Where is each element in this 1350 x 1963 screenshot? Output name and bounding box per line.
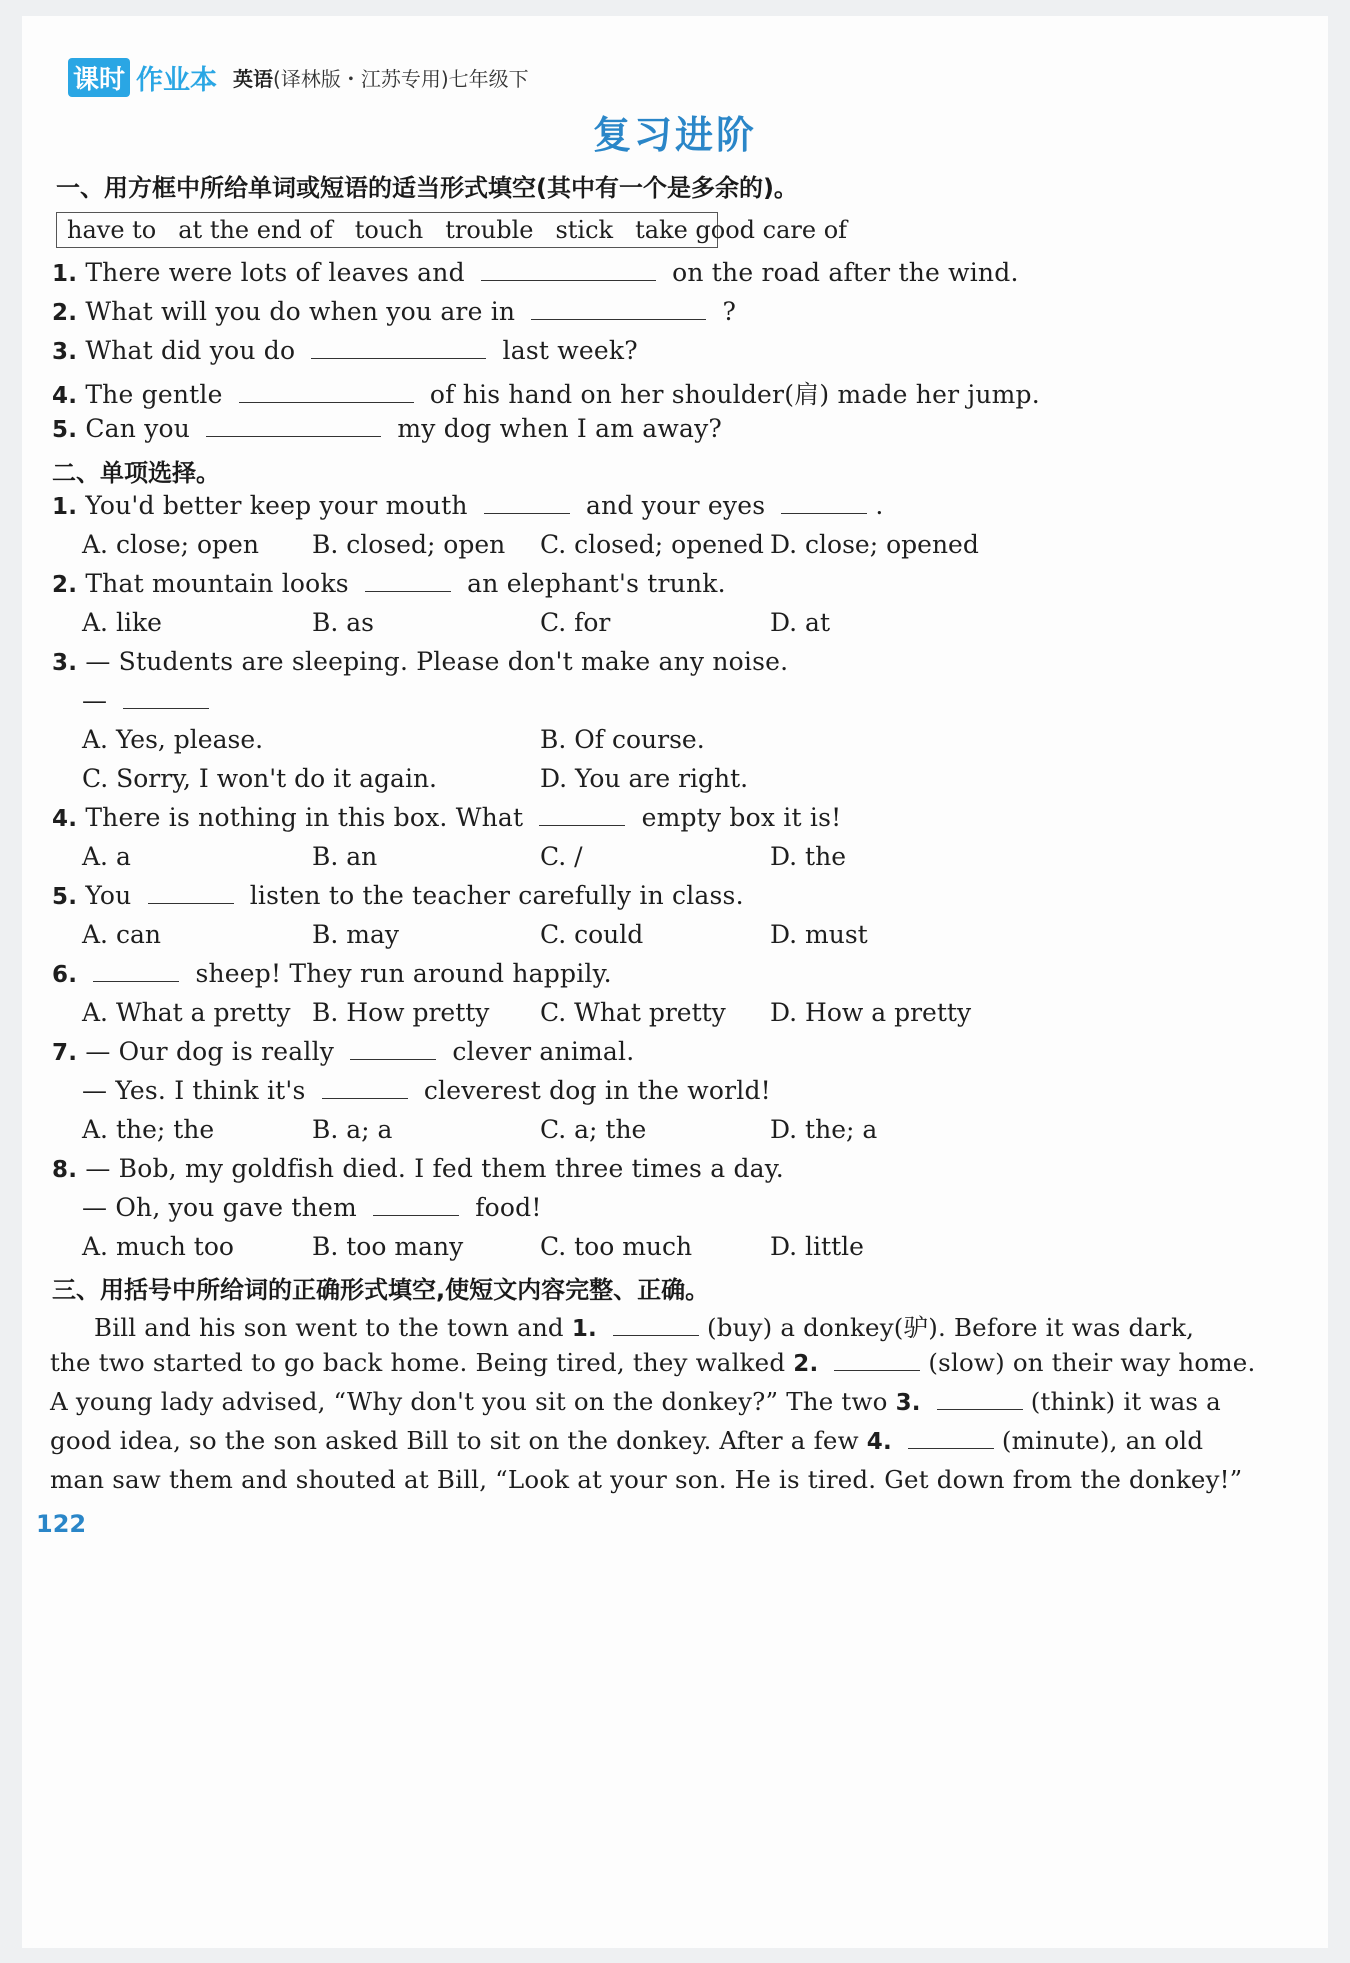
option-b[interactable]: B. too many: [312, 1232, 464, 1261]
passage-text: (slow) on their way home.: [928, 1348, 1256, 1377]
s2-q3: [52, 647, 788, 676]
option-a[interactable]: A. like: [82, 608, 162, 637]
item-text: The gentle: [85, 380, 223, 409]
option-b[interactable]: B. Of course.: [540, 725, 705, 754]
word-item: touch: [354, 216, 424, 244]
word-box: [56, 212, 848, 248]
s2-q7-reply: [82, 1076, 771, 1105]
option-c[interactable]: C. What pretty: [540, 998, 726, 1027]
blank-number: 2.: [793, 1351, 819, 1377]
s2-q3-reply: [82, 686, 217, 715]
answer-blank[interactable]: [206, 435, 381, 437]
passage-text: (minute), an old: [1001, 1426, 1204, 1455]
s2-q2: [52, 569, 726, 598]
item-number: 7.: [52, 1040, 78, 1066]
option-a[interactable]: A. much too: [82, 1232, 234, 1261]
blank-number: 4.: [866, 1429, 892, 1455]
option-d[interactable]: D. the: [770, 842, 846, 871]
word-item: at the end of: [178, 216, 333, 244]
brand-name: 作业本: [136, 65, 218, 96]
option-c[interactable]: C. could: [540, 920, 644, 949]
option-d[interactable]: D. the; a: [770, 1115, 878, 1144]
item-text: There were lots of leaves and: [85, 258, 465, 287]
item-number: 2.: [52, 572, 78, 598]
item-text: and your eyes: [585, 491, 766, 520]
item-text: — Bob, my goldfish died. I fed them three times a day.: [85, 1154, 784, 1183]
option-b[interactable]: B. may: [312, 920, 399, 949]
s1-item-1: [52, 258, 1019, 287]
option-c[interactable]: C. a; the: [540, 1115, 647, 1144]
item-text: cleverest dog in the world!: [423, 1076, 771, 1105]
option-b[interactable]: B. as: [312, 608, 374, 637]
answer-blank[interactable]: [322, 1097, 408, 1099]
answer-blank[interactable]: [834, 1369, 920, 1371]
answer-blank[interactable]: [350, 1058, 436, 1060]
passage-text: the two started to go back home. Being tired, they walked: [50, 1348, 786, 1377]
passage-text: Bill and his son went to the town and: [94, 1313, 564, 1342]
option-c[interactable]: C. closed; opened: [540, 530, 764, 559]
option-c[interactable]: C. for: [540, 608, 611, 637]
option-b[interactable]: B. an: [312, 842, 378, 871]
option-a[interactable]: A. Yes, please.: [82, 725, 264, 754]
blank-number: 1.: [571, 1316, 597, 1342]
s1-item-2: [52, 297, 736, 326]
section-2-heading: 二、单项选择。: [52, 459, 220, 487]
answer-blank[interactable]: [365, 590, 451, 592]
item-text: You'd better keep your mouth: [85, 491, 468, 520]
answer-blank[interactable]: [539, 824, 625, 826]
item-text: .: [875, 491, 884, 520]
dash: —: [82, 686, 108, 715]
s2-q7: [52, 1037, 634, 1066]
item-number: 6.: [52, 962, 78, 988]
item-text: sheep! They run around happily.: [195, 959, 612, 988]
item-text: listen to the teacher carefully in class.: [249, 881, 744, 910]
passage-line-4: [50, 1426, 1203, 1455]
option-b[interactable]: B. How pretty: [312, 998, 490, 1027]
option-c[interactable]: C. too much: [540, 1232, 693, 1261]
answer-blank[interactable]: [93, 980, 179, 982]
answer-blank[interactable]: [123, 707, 209, 709]
option-d[interactable]: D. You are right.: [540, 764, 749, 793]
passage-line-5: [50, 1465, 1242, 1494]
option-a[interactable]: A. What a pretty: [82, 998, 291, 1027]
item-number: 5.: [52, 884, 78, 910]
item-number: 1.: [52, 494, 78, 520]
s1-item-5: [52, 414, 722, 443]
section-1-heading: 一、用方框中所给单词或短语的适当形式填空(其中有一个是多余的)。: [56, 174, 798, 202]
passage-text: A young lady advised, “Why don't you sit on the donkey?” The two: [50, 1387, 888, 1416]
answer-blank[interactable]: [484, 512, 570, 514]
answer-blank[interactable]: [481, 279, 656, 281]
answer-blank[interactable]: [531, 318, 706, 320]
passage-text: man saw them and shouted at Bill, “Look at your son. He is tired. Get down from the donkey!”: [50, 1465, 1243, 1494]
item-text: my dog when I am away?: [397, 414, 723, 443]
option-a[interactable]: A. the; the: [82, 1115, 215, 1144]
item-text: — Students are sleeping. Please don't make any noise.: [85, 647, 789, 676]
passage-line-1: [94, 1309, 1194, 1344]
item-text: — Our dog is really: [85, 1037, 335, 1066]
s1-item-4: [52, 375, 1040, 411]
passage-text: (buy) a donkey(驴). Before it was dark,: [706, 1313, 1195, 1342]
answer-blank[interactable]: [148, 902, 234, 904]
s2-q8: [52, 1154, 784, 1183]
edition-label: (译林版・江苏专用)七年级下: [273, 67, 529, 91]
answer-blank[interactable]: [937, 1408, 1023, 1410]
s2-q8-reply: [82, 1193, 542, 1222]
brand-logo: 课时: [68, 58, 130, 97]
word-item: have to: [67, 216, 157, 244]
option-b[interactable]: B. a; a: [312, 1115, 393, 1144]
item-text: an elephant's trunk.: [467, 569, 726, 598]
item-number: 5.: [52, 417, 78, 443]
subject-label: 英语: [233, 67, 274, 91]
workbook-page: [22, 16, 1328, 1948]
item-text: What will you do when you are in: [85, 297, 516, 326]
passage-text: (think) it was a: [1030, 1387, 1221, 1416]
s1-item-3: [52, 336, 638, 365]
item-text: — Oh, you gave them: [82, 1193, 357, 1222]
item-text: ?: [722, 297, 737, 326]
passage-line-2: [50, 1348, 1255, 1377]
option-c[interactable]: C. Sorry, I won't do it again.: [82, 764, 437, 793]
item-text: empty box it is!: [641, 803, 842, 832]
item-text: Can you: [85, 414, 191, 443]
option-a[interactable]: A. a: [82, 842, 131, 871]
answer-blank[interactable]: [613, 1334, 699, 1336]
item-text: That mountain looks: [85, 569, 349, 598]
page-title: 复习进阶: [592, 112, 757, 157]
section-3-heading: 三、用括号中所给词的正确形式填空,使短文内容完整、正确。: [52, 1276, 710, 1304]
word-item: trouble: [445, 216, 534, 244]
s2-q6: [52, 959, 612, 988]
item-text: on the road after the wind.: [672, 258, 1019, 287]
item-number: 1.: [52, 261, 78, 287]
option-d[interactable]: D. at: [770, 608, 830, 637]
item-text: clever animal.: [452, 1037, 635, 1066]
item-number: 3.: [52, 339, 78, 365]
item-text: last week?: [502, 336, 638, 365]
item-text: — Yes. I think it's: [82, 1076, 306, 1105]
answer-blank[interactable]: [239, 401, 414, 403]
item-number: 4.: [52, 383, 78, 409]
item-text: What did you do: [85, 336, 296, 365]
option-a[interactable]: A. close; open: [82, 530, 259, 559]
option-d[interactable]: D. close; opened: [770, 530, 979, 559]
page-number: 122: [36, 1510, 87, 1538]
s2-q1: [52, 491, 884, 520]
item-number: 2.: [52, 300, 78, 326]
passage-line-3: [50, 1387, 1221, 1416]
item-text: of his hand on her shoulder(肩) made her jump.: [429, 380, 1040, 409]
item-text: You: [85, 881, 132, 910]
answer-blank[interactable]: [311, 357, 486, 359]
option-d[interactable]: D. How a pretty: [770, 998, 972, 1027]
item-number: 3.: [52, 650, 78, 676]
option-a[interactable]: A. can: [82, 920, 161, 949]
blank-number: 3.: [895, 1390, 921, 1416]
item-text: There is nothing in this box. What: [85, 803, 524, 832]
option-d[interactable]: D. must: [770, 920, 868, 949]
word-item: stick: [555, 216, 614, 244]
item-number: 4.: [52, 806, 78, 832]
answer-blank[interactable]: [908, 1447, 994, 1449]
item-text: food!: [475, 1193, 542, 1222]
option-b[interactable]: B. closed; open: [312, 530, 506, 559]
passage-text: good idea, so the son asked Bill to sit on the donkey. After a few: [50, 1426, 859, 1455]
answer-blank[interactable]: [373, 1214, 459, 1216]
item-number: 8.: [52, 1157, 78, 1183]
answer-blank[interactable]: [781, 512, 867, 514]
s2-q5: [52, 881, 744, 910]
word-item: take good care of: [635, 216, 848, 244]
option-d[interactable]: D. little: [770, 1232, 864, 1261]
option-c[interactable]: C. /: [540, 842, 583, 871]
s2-q4: [52, 803, 841, 832]
header: [68, 58, 529, 97]
